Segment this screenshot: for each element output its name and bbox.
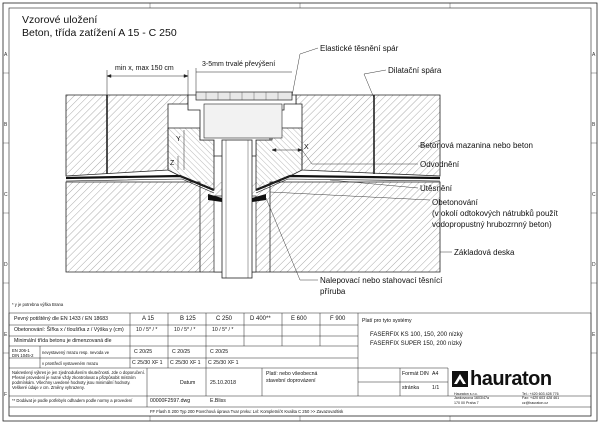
grid-letter-left: F bbox=[4, 392, 8, 398]
sheet-label: stránka bbox=[402, 385, 420, 391]
callout-encasement-note: (v okolí odtokových nátrubků použít bbox=[432, 209, 558, 218]
drawing-title: Vzorové uložení bbox=[22, 14, 98, 26]
grid-letter-left: D bbox=[4, 262, 8, 268]
class-b125: B 125 bbox=[180, 316, 196, 322]
system-2: FASERFIX SUPER 150, 200 nízký bbox=[370, 341, 463, 347]
grid-letter-right: D bbox=[592, 262, 596, 268]
grid-letter-left: E bbox=[4, 332, 8, 338]
grid-letter-right: B bbox=[592, 122, 596, 128]
row4-value-c250: C 20/25 bbox=[210, 349, 229, 355]
row2-value-b125: 10 / 5* / * bbox=[174, 327, 196, 333]
drawing-number: 00000F2597.dwg bbox=[150, 398, 191, 404]
callout-base-plate: Základová deska bbox=[454, 248, 515, 257]
row4-value-b125: C 20/25 bbox=[172, 349, 191, 355]
row2-value-a15: 10 / 5* / * bbox=[136, 327, 158, 333]
class-f900: F 900 bbox=[330, 316, 346, 322]
dim-z: Z bbox=[170, 160, 175, 167]
grid-letter-left: C bbox=[4, 192, 8, 198]
date-label: Datum bbox=[180, 380, 196, 386]
table-row5-text: v prostředí vystaveném mrazu bbox=[42, 361, 99, 366]
date-value: 25.10.2018 bbox=[210, 380, 236, 386]
callout-dilatation-joint: Dilatační spára bbox=[388, 66, 442, 75]
class-d400: D 400** bbox=[250, 316, 271, 322]
systems-label: Platí pro tyto systémy bbox=[362, 318, 412, 324]
norm-din1045: DIN 1045-2 bbox=[12, 353, 34, 358]
drawer-name: E.Bliss bbox=[210, 398, 226, 404]
fax: Fax: +420 603 428 461 bbox=[522, 396, 560, 401]
phone: Tel.: +420 603 428 776 bbox=[522, 392, 559, 396]
grid-letter-right: A bbox=[592, 52, 596, 58]
format-value: A4 bbox=[432, 371, 439, 377]
company-address bbox=[454, 392, 489, 405]
address-line: Hauraton s.r.o. bbox=[454, 392, 478, 396]
dim-x: X bbox=[304, 144, 309, 151]
address-line: 170 00 Praha 7 bbox=[454, 400, 479, 405]
grid-letter-right: C bbox=[592, 192, 596, 198]
grid-letter-left: B bbox=[4, 122, 8, 128]
row4-value-a15: C 20/25 bbox=[134, 349, 153, 355]
table-row2-label: Obetonování: Šířka x / tloušťka z / Výška y (cm) bbox=[14, 327, 124, 333]
footnote-2: ** Dodávat je podle potřeby/s odhadem podle normy a provedení bbox=[12, 398, 133, 403]
class-c250: C 250 bbox=[216, 316, 233, 322]
table-row3-label: Minimální třída betonu je dimenzovaná dle bbox=[14, 338, 112, 344]
address-line: Jankovcova 1603/47a bbox=[454, 396, 489, 401]
sheet-value: 1/1 bbox=[432, 385, 440, 391]
subject-line1: Platí: nebo všeobecná bbox=[266, 371, 318, 377]
callout-elastic-seal: Elastické těsnění spár bbox=[320, 44, 399, 53]
format-label: Formát DIN bbox=[402, 371, 429, 377]
callout-encasement-note: vodopropustný hrubozrnný beton) bbox=[432, 220, 552, 229]
norm-en206: EN 206-1 bbox=[12, 348, 30, 353]
callout-flange: Nalepovací nebo stahovací těsnící bbox=[320, 276, 443, 285]
dim-min-x: min x, max 150 cm bbox=[115, 65, 174, 72]
footnote-y: * y je potrebna výška Brana bbox=[12, 302, 64, 307]
email: cz@hauraton.cz bbox=[522, 400, 549, 405]
callout-sealing: Utěsnění bbox=[420, 184, 453, 193]
callout-concrete-screed: Betonová mazanina nebo beton bbox=[420, 141, 533, 150]
system-1: FASERFIX KS 100, 150, 200 nízký bbox=[370, 332, 463, 338]
row5-value-c250: C 25/30 XF 1 bbox=[208, 360, 239, 366]
drawing-subtitle: Beton, třída zatížení A 15 - C 250 bbox=[22, 27, 177, 39]
drawing-notes: Nakreslený výkres je jen zjednodušením skutečnosti. Jde o doporučení. Přesné provedení je nutné vždy zkontrolovat a přizpůsobit místním podmínkám. Všechny uvedené hodnoty jsou minimální hodnoty. Veškeré údaje v cm. Změny vyhrazeny. bbox=[12, 370, 145, 390]
bottom-line: FF Flash S 200 Typ 200 Povrchová úprava Tvar prvku: Lvl: Kompletní/X Kvalita C 250 >> Zavazovat/tisk bbox=[150, 409, 344, 414]
company-contact bbox=[522, 392, 559, 405]
hauraton-logo-icon bbox=[452, 371, 468, 387]
hauraton-logo: hauraton bbox=[470, 368, 552, 390]
dim-y: Y bbox=[176, 136, 181, 143]
row5-value-a15: C 25/30 XF 1 bbox=[132, 360, 163, 366]
callout-drainage: Odvodnění bbox=[420, 160, 460, 169]
callout-flange: příruba bbox=[320, 287, 346, 296]
dim-permanent-gap: 3-5mm trvalé převýšení bbox=[202, 61, 276, 68]
subject-line2: stavební doprovázení bbox=[266, 378, 316, 384]
row5-value-b125: C 25/30 XF 1 bbox=[170, 360, 201, 366]
callout-encasement: Obetonování bbox=[432, 198, 478, 207]
class-e600: E 600 bbox=[291, 316, 307, 322]
grid-letter-right: E bbox=[592, 332, 596, 338]
row2-value-c250: 10 / 5* / * bbox=[212, 327, 234, 333]
class-a15: A 15 bbox=[142, 316, 155, 322]
grid-letter-left: A bbox=[4, 52, 8, 58]
table-row4-text: nevystavený mrazu resp. nevoda ve bbox=[42, 350, 110, 355]
table-row1-label: Pevný potištěný dle EN 1433 / EN 18683 bbox=[14, 316, 109, 322]
